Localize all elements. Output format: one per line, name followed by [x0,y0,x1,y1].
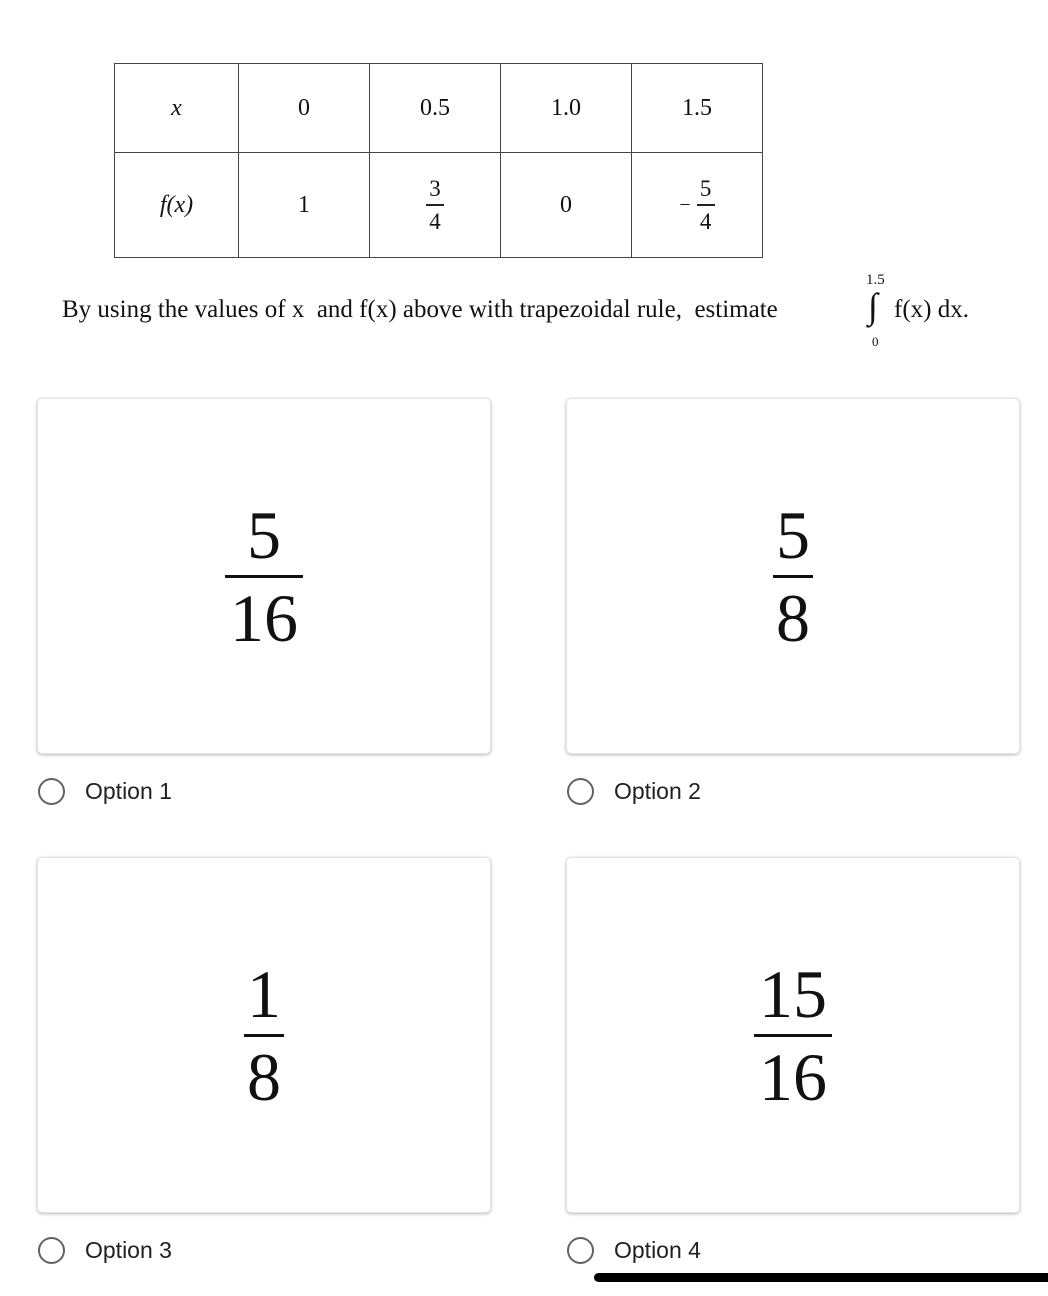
question [62,270,1022,354]
table-cell: 1 [239,153,370,258]
fraction-numerator: 3 [429,175,441,201]
fraction [426,176,444,234]
row-header-x: x [115,64,239,153]
fraction-denominator: 8 [247,1038,281,1115]
fraction-denominator: 8 [776,579,810,656]
fraction [697,176,715,234]
table-cell: 0 [501,153,632,258]
fraction-denominator: 16 [230,579,298,656]
negative-fraction [679,176,714,234]
fraction-bar [426,204,444,206]
table-cell: 0 [239,64,370,153]
table-cell-fraction [370,153,501,258]
fraction-numerator: 5 [699,175,712,201]
option-label: Option 1 [85,777,172,804]
integrand: f(x) dx. [894,296,969,323]
option-3-fraction [244,955,284,1115]
radio-button[interactable] [567,778,594,805]
table-cell: 0.5 [370,64,501,153]
value-table [114,63,763,258]
option-4[interactable] [567,1232,701,1268]
radio-button[interactable] [567,1237,594,1264]
table-cell-fraction [632,153,763,258]
table-cell: 1.0 [501,64,632,153]
option-1[interactable] [38,773,172,809]
fraction-denominator: 16 [759,1038,827,1115]
fraction-bar [697,204,715,206]
home-indicator-bar[interactable] [594,1273,1048,1282]
integral-lower-limit: 0 [872,334,879,349]
integral-upper-limit: 1.5 [866,272,885,288]
definite-integral [862,270,1002,354]
option-label: Option 2 [614,777,701,804]
table-row-fx [115,153,763,258]
row-header-fx: f(x) [115,153,239,258]
option-1-fraction [225,496,303,656]
option-label: Option 3 [85,1236,172,1263]
option-1-card[interactable] [37,398,491,754]
option-4-fraction [754,955,832,1115]
radio-button[interactable] [38,778,65,805]
radio-button[interactable] [38,1237,65,1264]
option-label: Option 4 [614,1236,701,1263]
fraction-denominator: 4 [699,208,712,234]
option-4-card[interactable] [566,857,1020,1213]
fraction-numerator: 15 [759,955,827,1032]
fraction-numerator: 5 [247,496,281,573]
table-row-x [115,64,763,153]
table-cell: 1.5 [632,64,763,153]
fraction-denominator: 4 [429,208,441,234]
option-3-card[interactable] [37,857,491,1213]
integral-sign: ∫ [868,286,878,326]
option-3[interactable] [38,1232,172,1268]
fraction-numerator: 5 [776,496,810,573]
option-2-card[interactable] [566,398,1020,754]
question-text: By using the values of x and f(x) above with trapezoidal rule, estimate [62,296,778,323]
option-2-fraction [773,496,813,656]
option-2[interactable] [567,773,701,809]
minus-sign: − [679,193,691,216]
fraction-numerator: 1 [247,955,281,1032]
